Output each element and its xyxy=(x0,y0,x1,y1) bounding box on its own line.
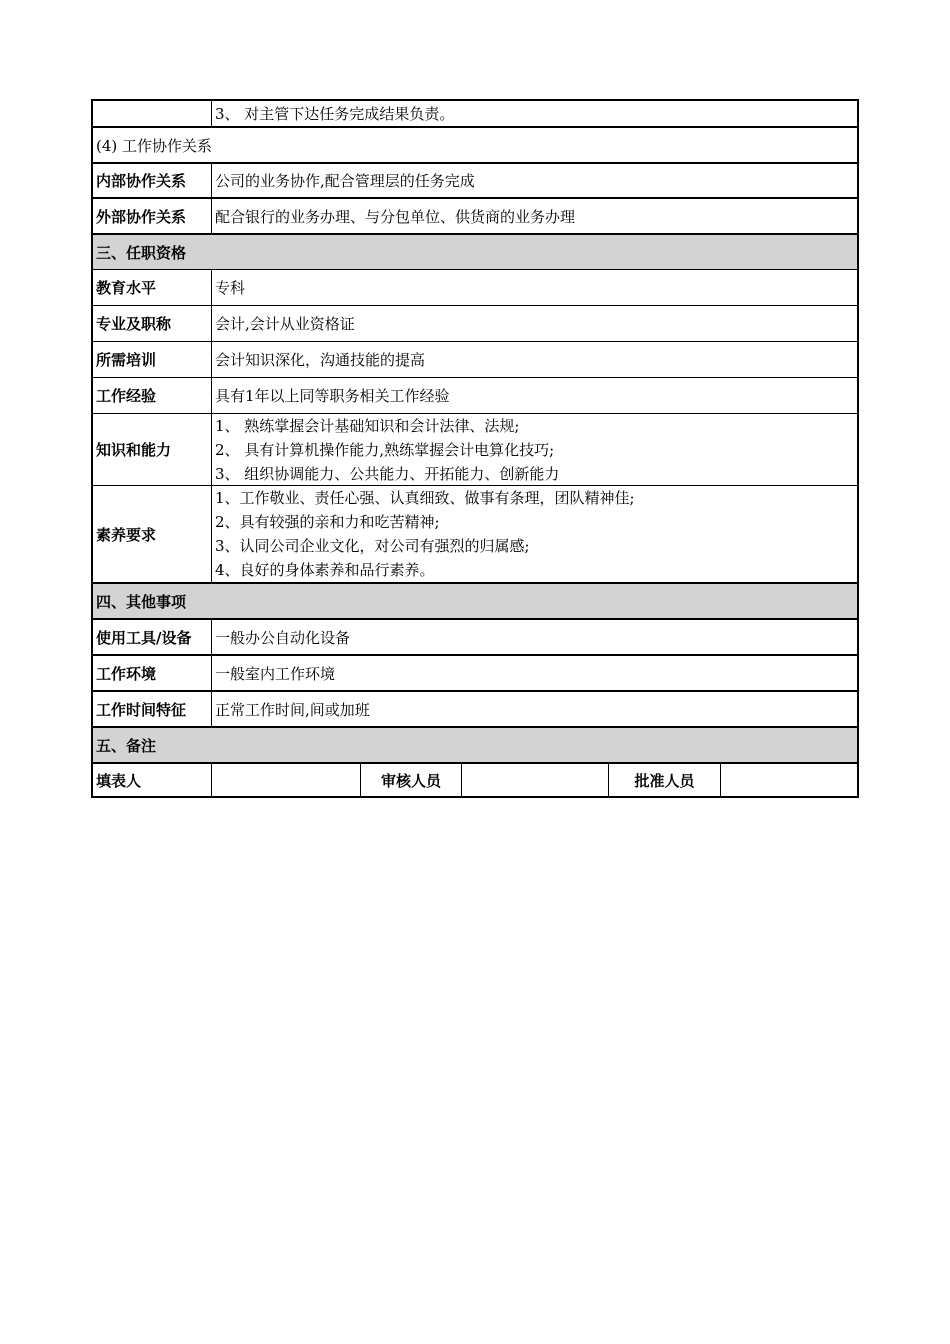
knowledge-line: 3、 组织协调能力、公共能力、开拓能力、创新能力 xyxy=(215,464,560,483)
quality-line: 4、良好的身体素养和品行素养。 xyxy=(215,561,435,579)
hours-value: 正常工作时间,间或加班 xyxy=(215,700,370,719)
external-collab-row xyxy=(93,197,857,233)
responsibility-row xyxy=(93,101,857,126)
knowledge-lines xyxy=(212,414,857,485)
tools-label: 使用工具/设备 xyxy=(93,620,212,654)
responsibility-text: 3、 对主管下达任务完成结果负责。 xyxy=(215,105,455,123)
remarks-heading-row xyxy=(93,726,857,762)
empty-label-cell xyxy=(93,101,212,126)
knowledge-label: 知识和能力 xyxy=(93,414,212,485)
qualifications-heading: 三、任职资格 xyxy=(96,243,187,262)
quality-label: 素养要求 xyxy=(93,486,212,582)
knowledge-row xyxy=(93,413,857,485)
quality-line: 3、认同公司企业文化，对公司有强烈的归属感; xyxy=(215,537,530,555)
tools-value: 一般办公自动化设备 xyxy=(215,628,351,647)
other-heading-row xyxy=(93,582,857,618)
experience-row xyxy=(93,377,857,413)
training-label: 所需培训 xyxy=(93,342,212,377)
reviewer-label: 审核人员 xyxy=(361,764,462,796)
hours-label: 工作时间特征 xyxy=(93,692,212,726)
collab-heading-row xyxy=(93,126,857,162)
filler-field[interactable] xyxy=(212,764,361,796)
environment-label: 工作环境 xyxy=(93,656,212,690)
knowledge-line: 1、 熟练掌握会计基础知识和会计法律、法规; xyxy=(215,416,520,435)
quality-line: 1、工作敬业、责任心强、认真细致、做事有条理，团队精神佳; xyxy=(215,489,635,507)
major-label: 专业及职称 xyxy=(93,306,212,341)
reviewer-field[interactable] xyxy=(462,764,609,796)
education-label: 教育水平 xyxy=(93,270,212,305)
internal-collab-label: 内部协作关系 xyxy=(93,164,212,197)
job-description-table xyxy=(91,99,859,798)
quality-row xyxy=(93,485,857,582)
external-collab-value: 配合银行的业务办理、与分包单位、供货商的业务办理 xyxy=(215,207,576,226)
environment-value: 一般室内工作环境 xyxy=(215,664,336,683)
external-collab-label: 外部协作关系 xyxy=(93,199,212,233)
major-row xyxy=(93,305,857,341)
experience-label: 工作经验 xyxy=(93,378,212,413)
internal-collab-row xyxy=(93,162,857,197)
internal-collab-value: 公司的业务协作,配合管理层的任务完成 xyxy=(215,172,475,190)
major-value: 会计,会计从业资格证 xyxy=(215,315,355,333)
tools-row xyxy=(93,618,857,654)
collab-heading: (4) 工作协作关系 xyxy=(96,136,213,155)
hours-row xyxy=(93,690,857,726)
education-row xyxy=(93,269,857,305)
environment-row xyxy=(93,654,857,690)
signature-row xyxy=(93,762,857,796)
training-value: 会计知识深化，沟通技能的提高 xyxy=(215,351,426,369)
experience-value: 具有1年以上同等职务相关工作经验 xyxy=(215,387,450,405)
other-heading: 四、其他事项 xyxy=(96,592,187,611)
education-value: 专科 xyxy=(215,279,246,297)
remarks-heading: 五、备注 xyxy=(96,736,157,755)
quality-line: 2、具有较强的亲和力和吃苦精神; xyxy=(215,513,440,531)
filler-label: 填表人 xyxy=(93,764,212,796)
training-row xyxy=(93,341,857,377)
knowledge-line: 2、 具有计算机操作能力,熟练掌握会计电算化技巧; xyxy=(215,440,555,459)
quality-lines xyxy=(212,486,857,582)
approver-field[interactable] xyxy=(721,764,857,796)
qualifications-heading-row xyxy=(93,233,857,269)
approver-label: 批准人员 xyxy=(609,764,721,796)
